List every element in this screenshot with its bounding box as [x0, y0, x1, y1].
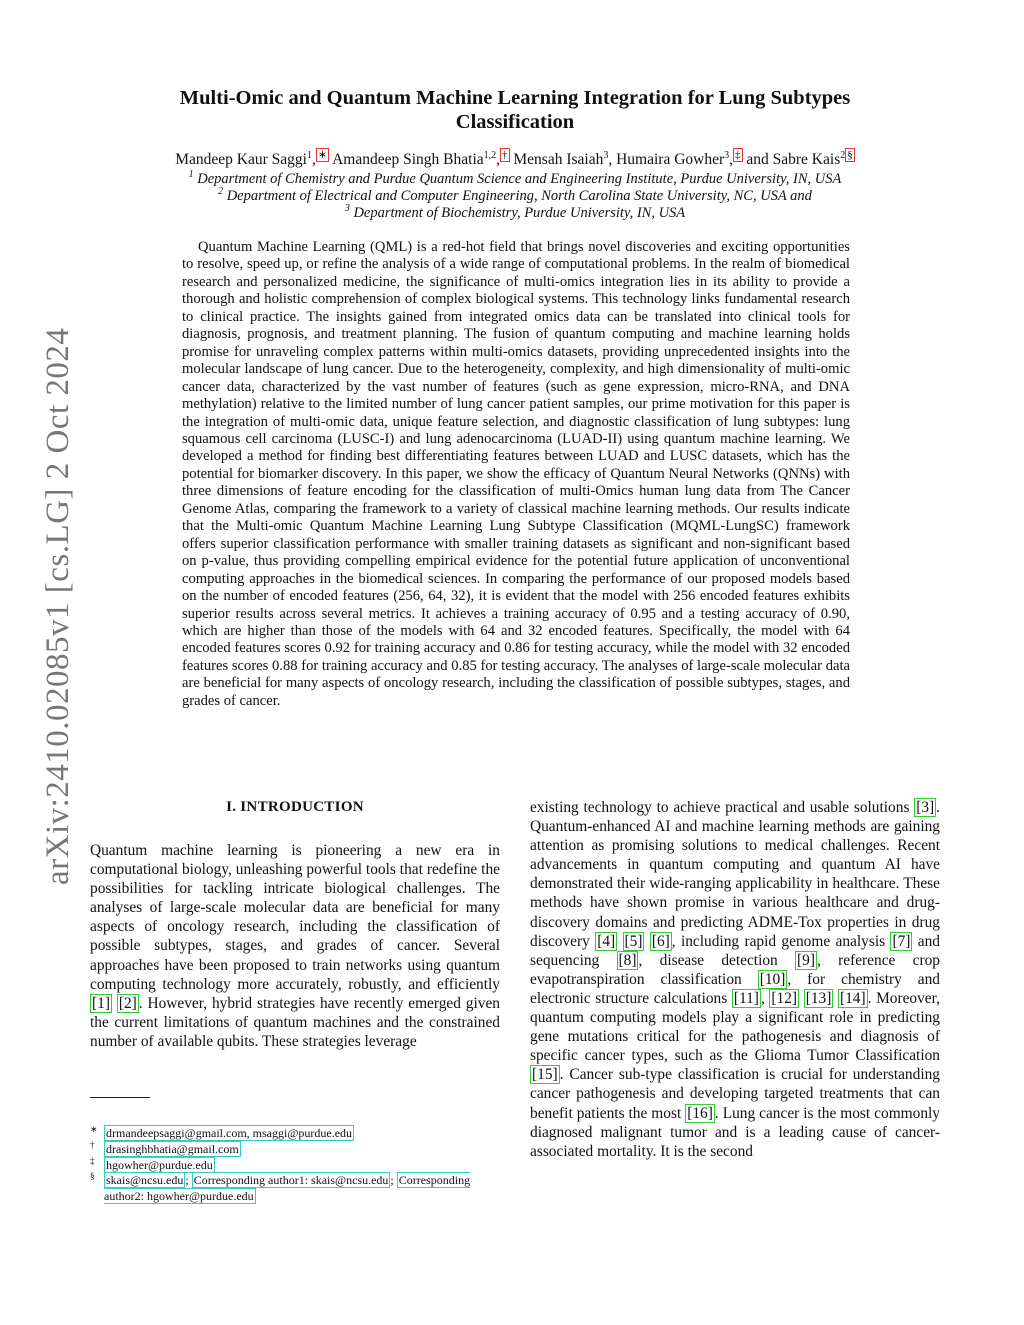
citation-link[interactable]: [4] [597, 932, 616, 950]
citation-link[interactable]: [5] [624, 932, 643, 950]
citation-link[interactable]: [12] [771, 989, 798, 1007]
email-link[interactable]: hgowher@purdue.edu [106, 1157, 213, 1172]
citation-link[interactable]: [9] [797, 951, 815, 969]
abstract: Quantum Machine Learning (QML) is a red-hot field that brings novel discoveries and exciting opportunities to resolve, speed up, or refine the analysis of a wide range of computational problems. In the realm of biomedical research and personalized medicine, the significance of multi-omics integration lies in its ability to provide a thorough and holistic comprehension of complex biological systems. This technology links fundamental research to clinical practice. The insights gained from integrated omics data can be translated into clinical tools for diagnosis, prognosis, and treatment planning. The fusion of quantum computing and machine learning holds promise for unraveling complex patterns within multi-omics datasets, providing unprecedented insights into the molecular landscape of lung cancer. Due to the heterogeneity, complexity, and high dimensionality of multi-omic cancer data, characterized by the vast number of features (such as gene expression, micro-RNA, and DNA methylation) relative to the limited number of lung cancer patient samples, our prime motivation for this paper is the integration of multi-omic data, unique feature selection, and diagnostic classification of lung subtypes: lung squamous cell carcinoma (LUSC-I) and lung adenocarcinoma (LUAD-II) using quantum machine learning. We developed a method for finding best differentiating features between LUAD and LUSC datasets, which has the potential for biomarker discovery. In this paper, we show the efficacy of Quantum Neural Networks (QNNs) with three dimensions of feature encoding for the classification of multi-Omics human lung data from The Cancer Genome Atlas, comparing the framework to a variety of classical machine learning methods. Our results indicate that the Multi-omic Quantum Machine Learning Lung Subtype Classification (MQML-LungSC) framework offers superior classification performance with smaller training datasets as significant and non-significant based on p-value, thus providing compelling empirical evidence for the potential future application of unconventional computing approaches in the biomedical sciences. In comparing the performance of our proposed models based on the number of encoded features (256, 64, 32), it is evident that the model with 256 encoded features exhibits superior results across several metrics. It achieves a training accuracy of 0.95 and a testing accuracy of 0.90, which are higher than those of the models with 64 and 32 encoded features. Specifically, the model with 64 encoded features scores 0.92 for training accuracy and 0.86 for testing accuracy, while the model with 32 encoded features scores 0.88 for training accuracy and 0.85 for testing accuracy. The analyses of large-scale molecular data are beneficial for many aspects of oncology research, including the classification of possible subtypes, stages, and grades of cancer. [182, 239, 850, 709]
footnote-link[interactable]: ‡ [735, 148, 741, 161]
citation-link[interactable]: [13] [805, 989, 832, 1007]
affiliation-1 [60, 171, 970, 188]
author-name: Mensah Isaiah [513, 151, 604, 168]
footnote-4: § skais@ncsu.edu ; Corresponding author1: skais@ncsu.edu ; Corresponding author2: hgowher@purdue.edu [90, 1171, 471, 1204]
email-link[interactable]: drasinghbhatia@gmail.com [106, 1141, 239, 1156]
paper-title [100, 86, 930, 134]
citation-link[interactable]: [2] [118, 994, 137, 1012]
citation-link[interactable]: [1] [92, 994, 110, 1012]
email-link[interactable]: drmandeepsaggi@gmail.com, msaggi@purdue.edu [106, 1126, 353, 1140]
author-name: Amandeep Singh Bhatia [332, 151, 484, 168]
footnote-link[interactable]: † [502, 148, 508, 161]
body-text: , reference crop evapotranspiration classification [530, 951, 940, 988]
footnote-divider [90, 1097, 150, 1098]
affiliation-text: Department of Chemistry and Purdue Quantum Science and Engineering Institute, Purdue University, IN, USA [197, 171, 842, 187]
citation-link[interactable]: [11] [733, 989, 759, 1007]
citation-link[interactable]: [10] [759, 970, 786, 988]
body-text: existing technology to achieve practical and usable solutions [530, 799, 915, 816]
intro-left-column [90, 841, 500, 1051]
body-text: . Quantum-enhanced AI and machine learning methods are gaining attention as promising solutions to medical challenges. Recent advancements in quantum computing and quantum AI have demonstrated their wide-ranging applicability in healthcare. These methods have shown promise in various healthcare and drug-discovery domains and predicting ADME-Tox properties in drug discovery [530, 799, 940, 950]
title-line-1: Multi-Omic and Quantum Machine Learning Integration for Lung Subtypes [179, 87, 851, 109]
title-line-2: Classification [455, 111, 575, 133]
citation-link[interactable]: [15] [532, 1066, 558, 1084]
affiliation-number: 3 [603, 149, 609, 161]
affiliation-text: Department of Biochemistry, Purdue University, IN, USA [353, 205, 686, 221]
body-text: . Lung cancer is the most commonly diagnosed malignant tumor and is a leading cause of cancer-associated mortality. It is the second [530, 1104, 940, 1160]
affiliation-number: 1,2 [483, 149, 497, 161]
affiliation-3 [60, 205, 970, 222]
citation-link[interactable]: [8] [618, 951, 637, 969]
affiliation-2 [60, 188, 970, 205]
affiliation-number: 3 [724, 149, 730, 161]
footnote-link[interactable]: ∗ [317, 148, 328, 161]
intro-right-column: existing technology to achieve practical and usable solutions [3] . Quantum-enhanced AI and machine learning methods are gaining attention as promising solutions to medical challenges. Recent advancements in quantum computing and quantum AI have demonstrated their wide-ranging applicability in healthcare. These methods have shown promise in various healthcare and drug-discovery domains and predicting ADME-Tox properties in drug discovery [4] [5] [6] , including rapid genome analysis [7] and sequencing [8] , disease detection [9] , reference crop evapotranspiration classification [10] , for chemistry and electronic structure calculations [11] , [12] [13] [14] . Moreover, quantum computing models play a significant role in predicting gene mutations critical for the pathogenesis and diagnosis of specific cancer types, such as the Glioma Tumor Classification [15] . Cancer sub-type classification is crucial for understanding cancer pathogenesis and developing targeted treatments that can benefit patients the most [16] . Lung cancer is the most commonly diagnosed malignant tumor and is a leading cause of cancer-associated mortality. It is the second [530, 799, 941, 1160]
author-list: Mandeep Kaur Saggi$^1$, ∗ Amandeep Singh Bhatia$^{1,2}$, † Mensah Isaiah$^3$, Humaira Gowher$^3$, ‡ and Sabre Kais$^2$ § [175, 148, 853, 168]
arxiv-identifier-stamp: arXiv:2410.02085v1 [cs.LG] 2 Oct 2024 [40, 327, 76, 885]
body-text: Quantum machine learning is pioneering a new era in computational biology, unleashing powerful tools that redefine the possibilities for tackling intricate biological challenges. The analyses of large-scale molecular data are beneficial for many aspects of oncology research, including the classification of possible subtypes, stages, and grades of cancer. Several approaches have been proposed to train networks using quantum computing technology more accurately, robustly, and efficiently [90, 842, 500, 993]
email-link[interactable]: skais@ncsu.edu [106, 1173, 184, 1188]
citation-link[interactable]: [6] [651, 932, 670, 950]
body-text: , for chemistry and electronic structure calculations [530, 970, 941, 1007]
citation-link[interactable]: [7] [892, 932, 911, 950]
email-link[interactable]: Corresponding author2: hgowher@purdue.edu [104, 1173, 471, 1204]
footnote-link[interactable]: § [847, 148, 853, 161]
body-text: . Moreover, quantum computing models play a significant role in predicting gene mutations critical for the pathogenesis and diagnosis of specific cancer types, such as the Glioma Tumor Classification [530, 989, 940, 1065]
email-link[interactable]: Corresponding author1: skais@ncsu.edu [193, 1173, 389, 1188]
footnote-2: † drasinghbhatia@gmail.com [90, 1139, 239, 1156]
body-text: and sequencing [530, 932, 940, 969]
body-text: , disease detection [638, 951, 796, 969]
body-text: , including rapid genome analysis [671, 932, 891, 950]
citation-link[interactable]: [3] [916, 799, 935, 816]
affiliation-text: Department of Electrical and Computer Engineering, North Carolina State University, NC, USA and [226, 188, 812, 204]
footnote-3: ‡ hgowher@purdue.edu [90, 1155, 213, 1172]
author-name: Humaira Gowher [616, 151, 725, 168]
citation-link[interactable]: [14] [839, 989, 866, 1007]
body-text: . However, hybrid strategies have recently emerged given the current limitations of quantum machines and the constrained number of available qubits. These strategies leverage [90, 994, 500, 1050]
affiliation-number: 2 [218, 186, 224, 198]
affiliation-number: 1 [188, 169, 194, 181]
section-heading: I. INTRODUCTION [226, 799, 364, 815]
author-name: Mandeep Kaur Saggi [175, 151, 307, 168]
footnote-1: ∗ drmandeepsaggi@gmail.com, msaggi@purdue.edu [90, 1124, 353, 1140]
author-name: and Sabre Kais [746, 151, 841, 168]
body-text: . Cancer sub-type classification is crucial for understanding cancer pathogenesis and developing targeted treatments that can benefit patients the most [530, 1066, 940, 1122]
citation-link[interactable]: [16] [687, 1104, 713, 1122]
affiliation-number: 2 [840, 149, 846, 161]
footnotes [90, 1126, 502, 1205]
affiliation-number: 1 [306, 149, 312, 161]
affiliation-number: 3 [344, 203, 350, 215]
